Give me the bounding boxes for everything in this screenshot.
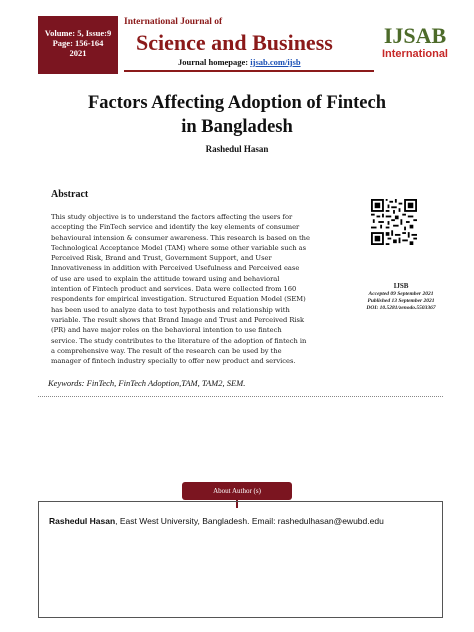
abstract-line: Technological Acceptance Model (TAM) where some other variable such as [51, 243, 307, 252]
keywords-divider [38, 396, 443, 397]
publication-info [354, 282, 448, 312]
volume-line: Volume: 5, Issue:9 [44, 28, 112, 38]
header-rule [124, 70, 374, 72]
about-author-details: , East West University, Bangladesh. Email: rashedulhasan@ewubd.edu [115, 516, 384, 526]
abstract-line: This study objective is to understand the factors affecting the users for [51, 213, 293, 221]
abstract-line: has been used to analyze data to test hypothesis and relationship with [51, 305, 290, 314]
ijsab-logo [380, 24, 450, 70]
abstract-line: manager of fintech industry specially to offer new product and services. [51, 357, 296, 366]
keywords-text: FinTech, FinTech Adoption,TAM, TAM2, SEM. [86, 378, 246, 388]
logo-wordmark: IJSAB [383, 23, 447, 48]
keywords-label: Keywords: [48, 378, 85, 388]
abstract-line: intention of Fintech product and services. Data were collected from 160 [51, 285, 297, 294]
year-line: 2021 [69, 48, 87, 58]
journal-prefix: International Journal of [124, 17, 223, 27]
accepted-date: Accepted 09 September 2021 [368, 291, 434, 297]
abstract-line: (PR) and have major roles on the behavioral intention to use fintech [51, 326, 282, 335]
journal-abbrev: IJSB [393, 282, 409, 290]
logo-subtitle: International [381, 48, 448, 60]
abstract-heading: Abstract [51, 189, 89, 200]
abstract-line: Innovativeness in addition with Perceived Usefulness and Perceived ease [51, 264, 300, 273]
about-author-badge: About Author (s) [182, 482, 292, 500]
abstract-body [51, 212, 357, 366]
abstract-line: service. The study contributes to the literature of the adoption of fintech in [51, 336, 307, 345]
keywords [48, 378, 245, 388]
homepage-label: Journal homepage: [178, 57, 249, 67]
abstract-line: of use are used to explain the attitude toward using and behavioral [51, 274, 280, 283]
abstract-line: Perceived Risk, Brand and Trust, Government Support, and User [51, 254, 272, 263]
pages-line: Page: 156-164 [52, 38, 104, 48]
volume-box [38, 16, 118, 74]
paper-title [30, 91, 444, 139]
abstract-line: respondents for empirical investigation. Structured Equation Model (SEM) [51, 295, 306, 304]
journal-name: Science and Business [136, 30, 333, 55]
qr-code-icon [371, 199, 417, 245]
paper-author: Rashedul Hasan [205, 144, 269, 154]
published-date: Published 13 September 2021 [367, 298, 435, 304]
doi[interactable]: DOI: 10.5281/zenodo.5503367 [366, 305, 436, 311]
abstract-line: behavioural intension & consumer awareness. This research is based on the [51, 233, 310, 242]
journal-homepage [178, 57, 301, 67]
about-author-name: Rashedul Hasan [49, 516, 116, 526]
title-line-1: Factors Affecting Adoption of Fintech [87, 93, 387, 113]
abstract-line: variable. The result shows that Brand Image and Trust and Perceived Risk [51, 315, 305, 324]
abstract-line: accepting the FinTech service and identify the key elements of consumer [51, 223, 300, 232]
homepage-link[interactable]: ijsab.com/ijsb [250, 57, 301, 67]
title-line-2: in Bangladesh [181, 117, 293, 137]
about-author-text [49, 516, 384, 526]
abstract-line: a comprehensive way. The result of the research can be used by the [51, 346, 282, 355]
